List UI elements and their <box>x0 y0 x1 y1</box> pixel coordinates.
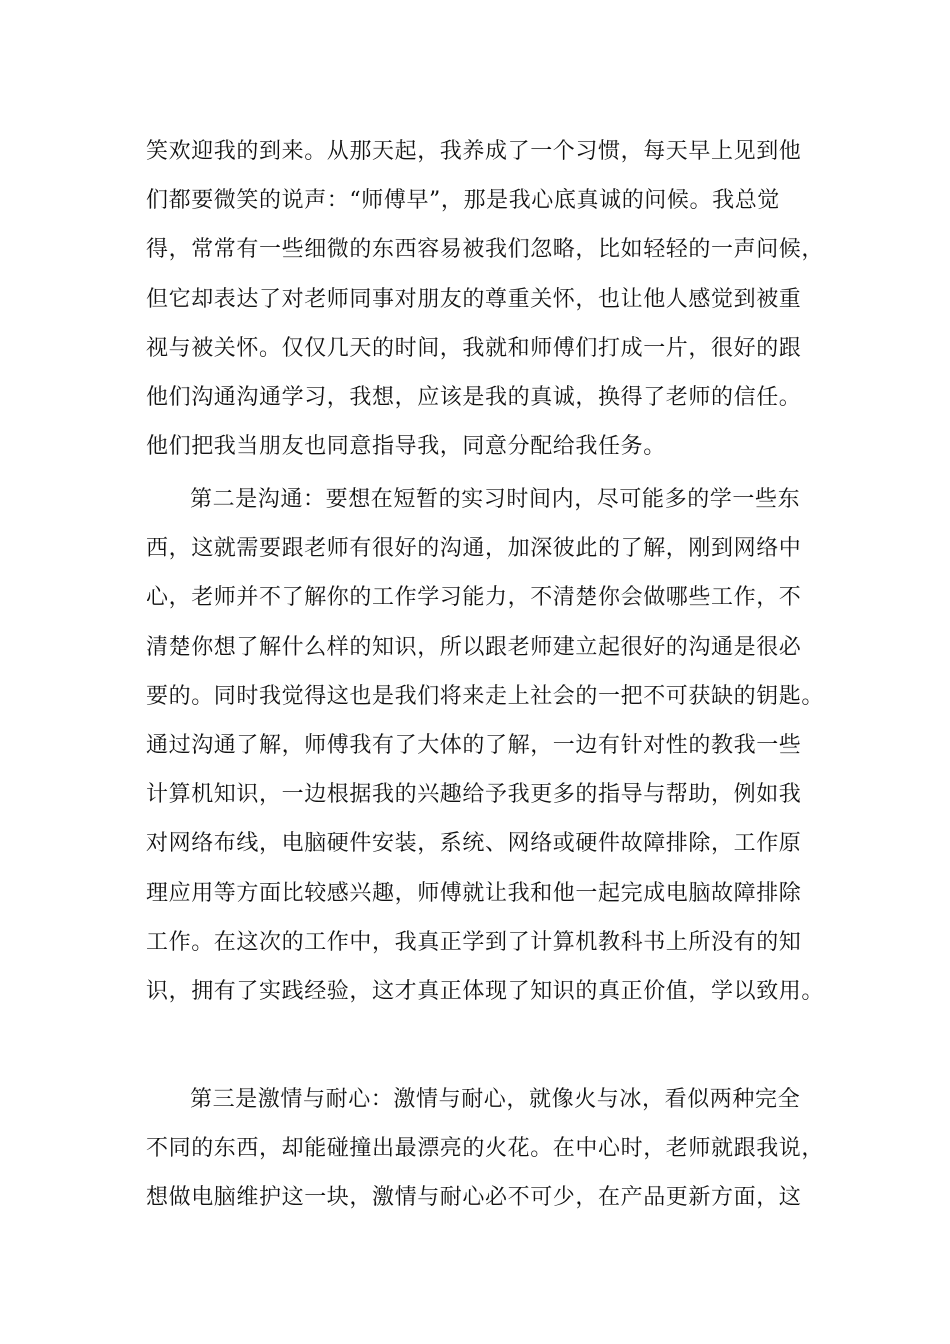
text-line: 第三是激情与耐心：激情与耐心，就像火与冰，看似两种完全 <box>190 1087 801 1112</box>
text-line: 理应用等方面比较感兴趣，师傅就让我和他一起完成电脑故障排除 <box>146 880 802 906</box>
text-line: 计算机知识，一边根据我的兴趣给予我更多的指导与帮助，例如我 <box>146 782 802 808</box>
text-line: 他们沟通沟通学习，我想，应该是我的真诚，换得了老师的信任。 <box>146 384 802 410</box>
text-line: 第二是沟通：要想在短暂的实习时间内，尽可能多的学一些东 <box>190 487 801 512</box>
text-line: 们都要微笑的说声：“师傅早”，那是我心底真诚的问候。我总觉 <box>146 188 780 214</box>
text-line: 视与被关怀。仅仅几天的时间，我就和师傅们打成一片，很好的跟 <box>146 335 802 361</box>
text-line: 得，常常有一些细微的东西容易被我们忽略，比如轻轻的一声问候， <box>146 237 825 263</box>
text-line: 工作。在这次的工作中，我真正学到了计算机教科书上所没有的知 <box>146 929 802 955</box>
text-line: 笑欢迎我的到来。从那天起，我养成了一个习惯，每天早上见到他 <box>146 139 802 164</box>
paragraph-3 <box>146 1075 826 1223</box>
text-line: 想做电脑维护这一块，激情与耐心必不可少，在产品更新方面，这 <box>146 1185 802 1211</box>
text-line: 对网络布线，电脑硬件安装，系统、网络或硬件故障排除，工作原 <box>146 831 802 857</box>
text-line: 清楚你想了解什么样的知识，所以跟老师建立起很好的沟通是很必 <box>146 634 802 660</box>
text-line: 心，老师并不了解你的工作学习能力，不清楚你会做哪些工作，不 <box>146 585 802 611</box>
text-line: 他们把我当朋友也同意指导我，同意分配给我任务。 <box>146 434 666 460</box>
text-line: 西，这就需要跟老师有很好的沟通，加深彼此的了解，刚到网络中 <box>146 536 802 562</box>
text-line: 要的。同时我觉得这也是我们将来走上社会的一把不可获缺的钥匙。 <box>146 683 825 709</box>
text-line: 识，拥有了实践经验，这才真正体现了知识的真正价值，学以致用。 <box>146 978 825 1004</box>
paragraph-1 <box>146 127 826 471</box>
text-line: 通过沟通了解，师傅我有了大体的了解，一边有针对性的教我一些 <box>146 732 802 758</box>
text-line: 但它却表达了对老师同事对朋友的尊重关怀，也让他人感觉到被重 <box>146 286 802 312</box>
paragraph-2 <box>146 475 826 1016</box>
text-line: 不同的东西，却能碰撞出最漂亮的火花。在中心时，老师就跟我说， <box>146 1136 825 1162</box>
